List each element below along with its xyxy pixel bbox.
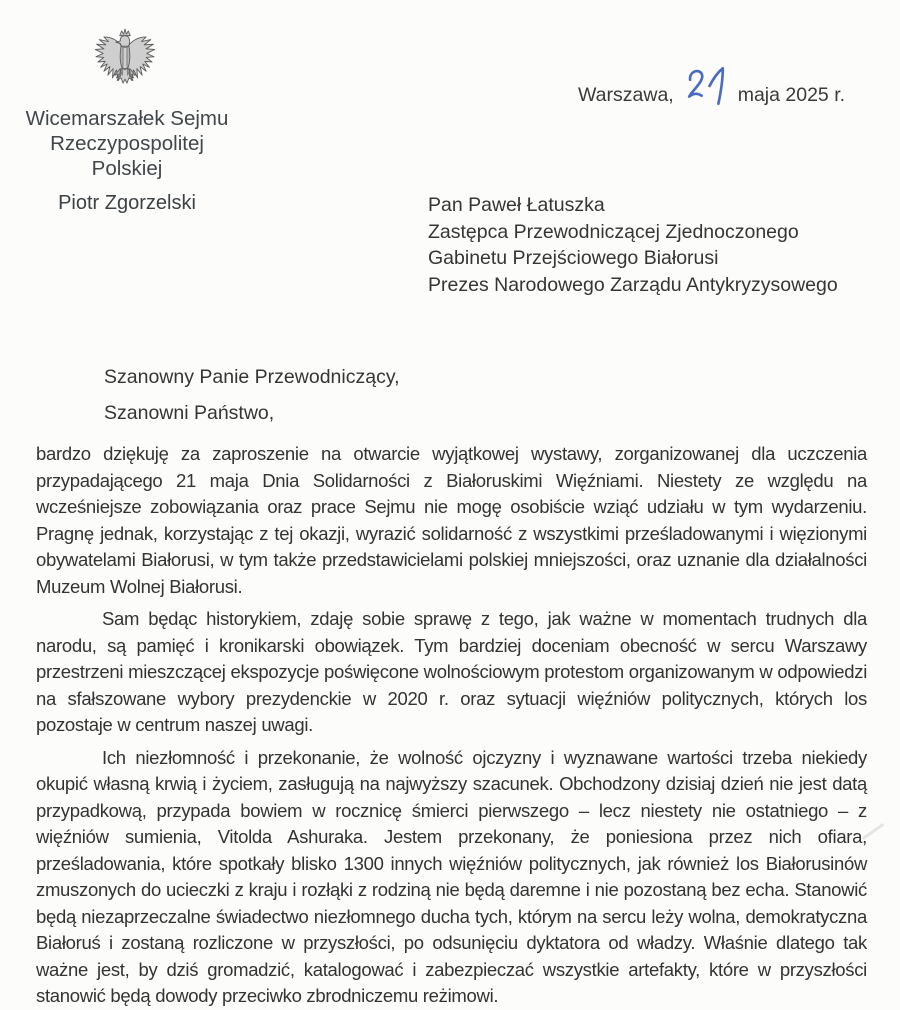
dateline-city: Warszawa, — [578, 84, 674, 106]
recipient-line: Zastępca Przewodniczącej Zjednoczonego — [428, 220, 799, 243]
body-paragraph: Ich niezłomność i przekonanie, że wolność ojczyzny i wyznawane wartości trzeba niekiedy okupić własną krwią i życiem, zasługują na najwyższy szacunek. Obchodzony dzisiaj dzień nie jest datą przypadkową, przypada bowiem w rocznicę śmierci pierwszego – lecz niestety nie ostatniego – z więźniów sumienia, Vitolda Ashuraka. Jestem przekonany, że poniesiona przez nich ofiara, prześladowania, które spotkały blisko 1300 innych więźniów politycznych, jak również los Białorusinów zmuszonych do ucieczki z kraju i rozłąki z rodziną nie będą daremne i nie pozostaną bez echa. Stanowić będą niezaprzeczalne świadectwo niezłomnego ducha tych, którym na sercu leży wolna, demokratyczna Białoruś i zostaną rozliczone w przyszłości, po odsunięciu dyktatora od władzy. Właśnie dlatego tak ważne jest, by dziś gromadzić, katalogować i zabezpieczać wszystkie artefakty, które w przyszłości stanowić będą dowody przeciwko zbrodniczemu reżimowi. — [36, 746, 867, 1006]
recipient-block — [428, 192, 838, 298]
letterhead-official-name: Piotr Zgorzelski — [58, 192, 196, 214]
salutation-line: Szanowny Panie Przewodniczący, — [104, 366, 400, 388]
handwritten-day — [683, 64, 729, 114]
dateline-rest: maja 2025 r. — [737, 84, 846, 106]
body-paragraph: bardzo dziękuję za zaproszenie na otwarcie wyjątkowej wystawy, zorganizowanej dla uczczenia przypadającego 21 maja Dnia Solidarności z Białoruskimi Więźniami. Niestety ze względu na wcześniejsze zobowiązania oraz prace Sejmu nie mogę osobiście wziąć udziału w tym wydarzeniu. Pragnę jednak, korzystając z tej okazji, wyrazić solidarność z wszystkimi prześladowanymi i więzionymi obywatelami Białorusi, w tym także przedstawicielami polskiej mniejszości, oraz uznanie dla działalności Muzeum Wolnej Białorusi. — [36, 443, 867, 597]
body-paragraph: Sam będąc historykiem, zdaję sobie sprawę z tego, jak ważne w momentach trudnych dla narodu, są pamięć i kronikarski obowiązek. Tym bardziej doceniam obecność w sercu Warszawy przestrzeni mieszczącej ekspozycje poświęcone wolnościowym protestom organizowanym w odpowiedzi na sfałszowane wybory prezydenckie w 2020 r. oraz sytuacji więźniów politycznych, których los pozostaje w centrum naszej uwagi. — [36, 608, 867, 735]
salutation-line: Szanowni Państwo, — [104, 402, 275, 424]
letterhead-office-block — [14, 106, 240, 216]
recipient-line: Gabinetu Przejściowego Białorusi — [428, 247, 719, 269]
letter-body — [36, 441, 867, 1010]
recipient-line: Prezes Narodowego Zarządu Antykryzysowego — [428, 273, 838, 296]
polish-eagle-emblem-icon — [92, 22, 158, 106]
dateline — [578, 64, 845, 107]
letterhead-office-line1: Wicemarszałek Sejmu — [25, 107, 229, 130]
letterhead-office-line2: Rzeczypospolitej Polskiej — [50, 132, 204, 180]
recipient-line: Pan Paweł Łatuszka — [428, 194, 605, 216]
